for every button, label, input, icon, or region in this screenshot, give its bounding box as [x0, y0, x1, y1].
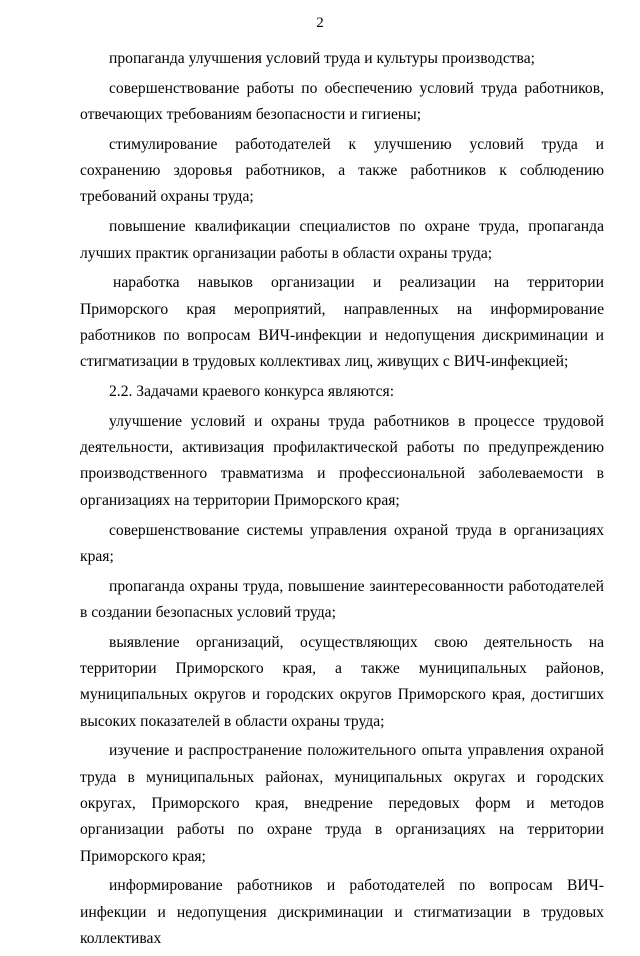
document-body	[80, 46, 604, 956]
paragraph-10: выявление организаций, осуществляющих свою деятельность на территории Приморского края, а также муниципальных районов, муниципальных округов и городских округов Приморского края, достигших высоких показателей в области охраны труда;	[80, 633, 604, 730]
paragraph-11: изучение и распространение положительного опыта управления охраной труда в муниципальных районах, муниципальных округах и городских округах, Приморского края, внедрение передовых форм и методов организации работы по охране труда в организациях на территории Приморского края;	[80, 742, 604, 865]
paragraph-2: совершенствование работы по обеспечению условий труда работников, отвечающих требованиям безопасности и гигиены;	[80, 79, 604, 124]
page-number: 2	[316, 15, 324, 31]
paragraph-9: пропаганда охраны труда, повышение заинтересованности работодателей в создании безопасных условий труда;	[80, 577, 604, 621]
section-heading-2-2: 2.2. Задачами краевого конкурса являются:	[109, 383, 395, 401]
paragraph-7: улучшение условий и охраны труда работников в процессе трудовой деятельности, активизация профилактической работы по предупреждению производственного травматизма и профессиональной заболеваемости в организациях на территории Приморского края;	[80, 412, 604, 509]
paragraph-12: информирование работников и работодателей по вопросам ВИЧ-инфекции и недопущения дискриминации и стигматизации в трудовых коллективах	[80, 877, 604, 947]
paragraph-8: совершенствование системы управления охраной труда в организациях края;	[80, 521, 604, 565]
paragraph-5: наработка навыков организации и реализации на территории Приморского края мероприятий, направленных на информирование работников по вопросам ВИЧ-инфекции и недопущения дискриминации и стигматизации в трудовых коллективах лиц, живущих с ВИЧ-инфекцией;	[80, 274, 604, 371]
paragraph-4: повышение квалификации специалистов по охране труда, пропаганда лучших практик организации работы в области охраны труда;	[80, 218, 604, 262]
paragraph-1: пропаганда улучшения условий труда и культуры производства;	[109, 50, 535, 67]
paragraph-3: стимулирование работодателей к улучшению условий труда и сохранению здоровья работников, а также работников к соблюдению требований охраны труда;	[80, 135, 604, 206]
